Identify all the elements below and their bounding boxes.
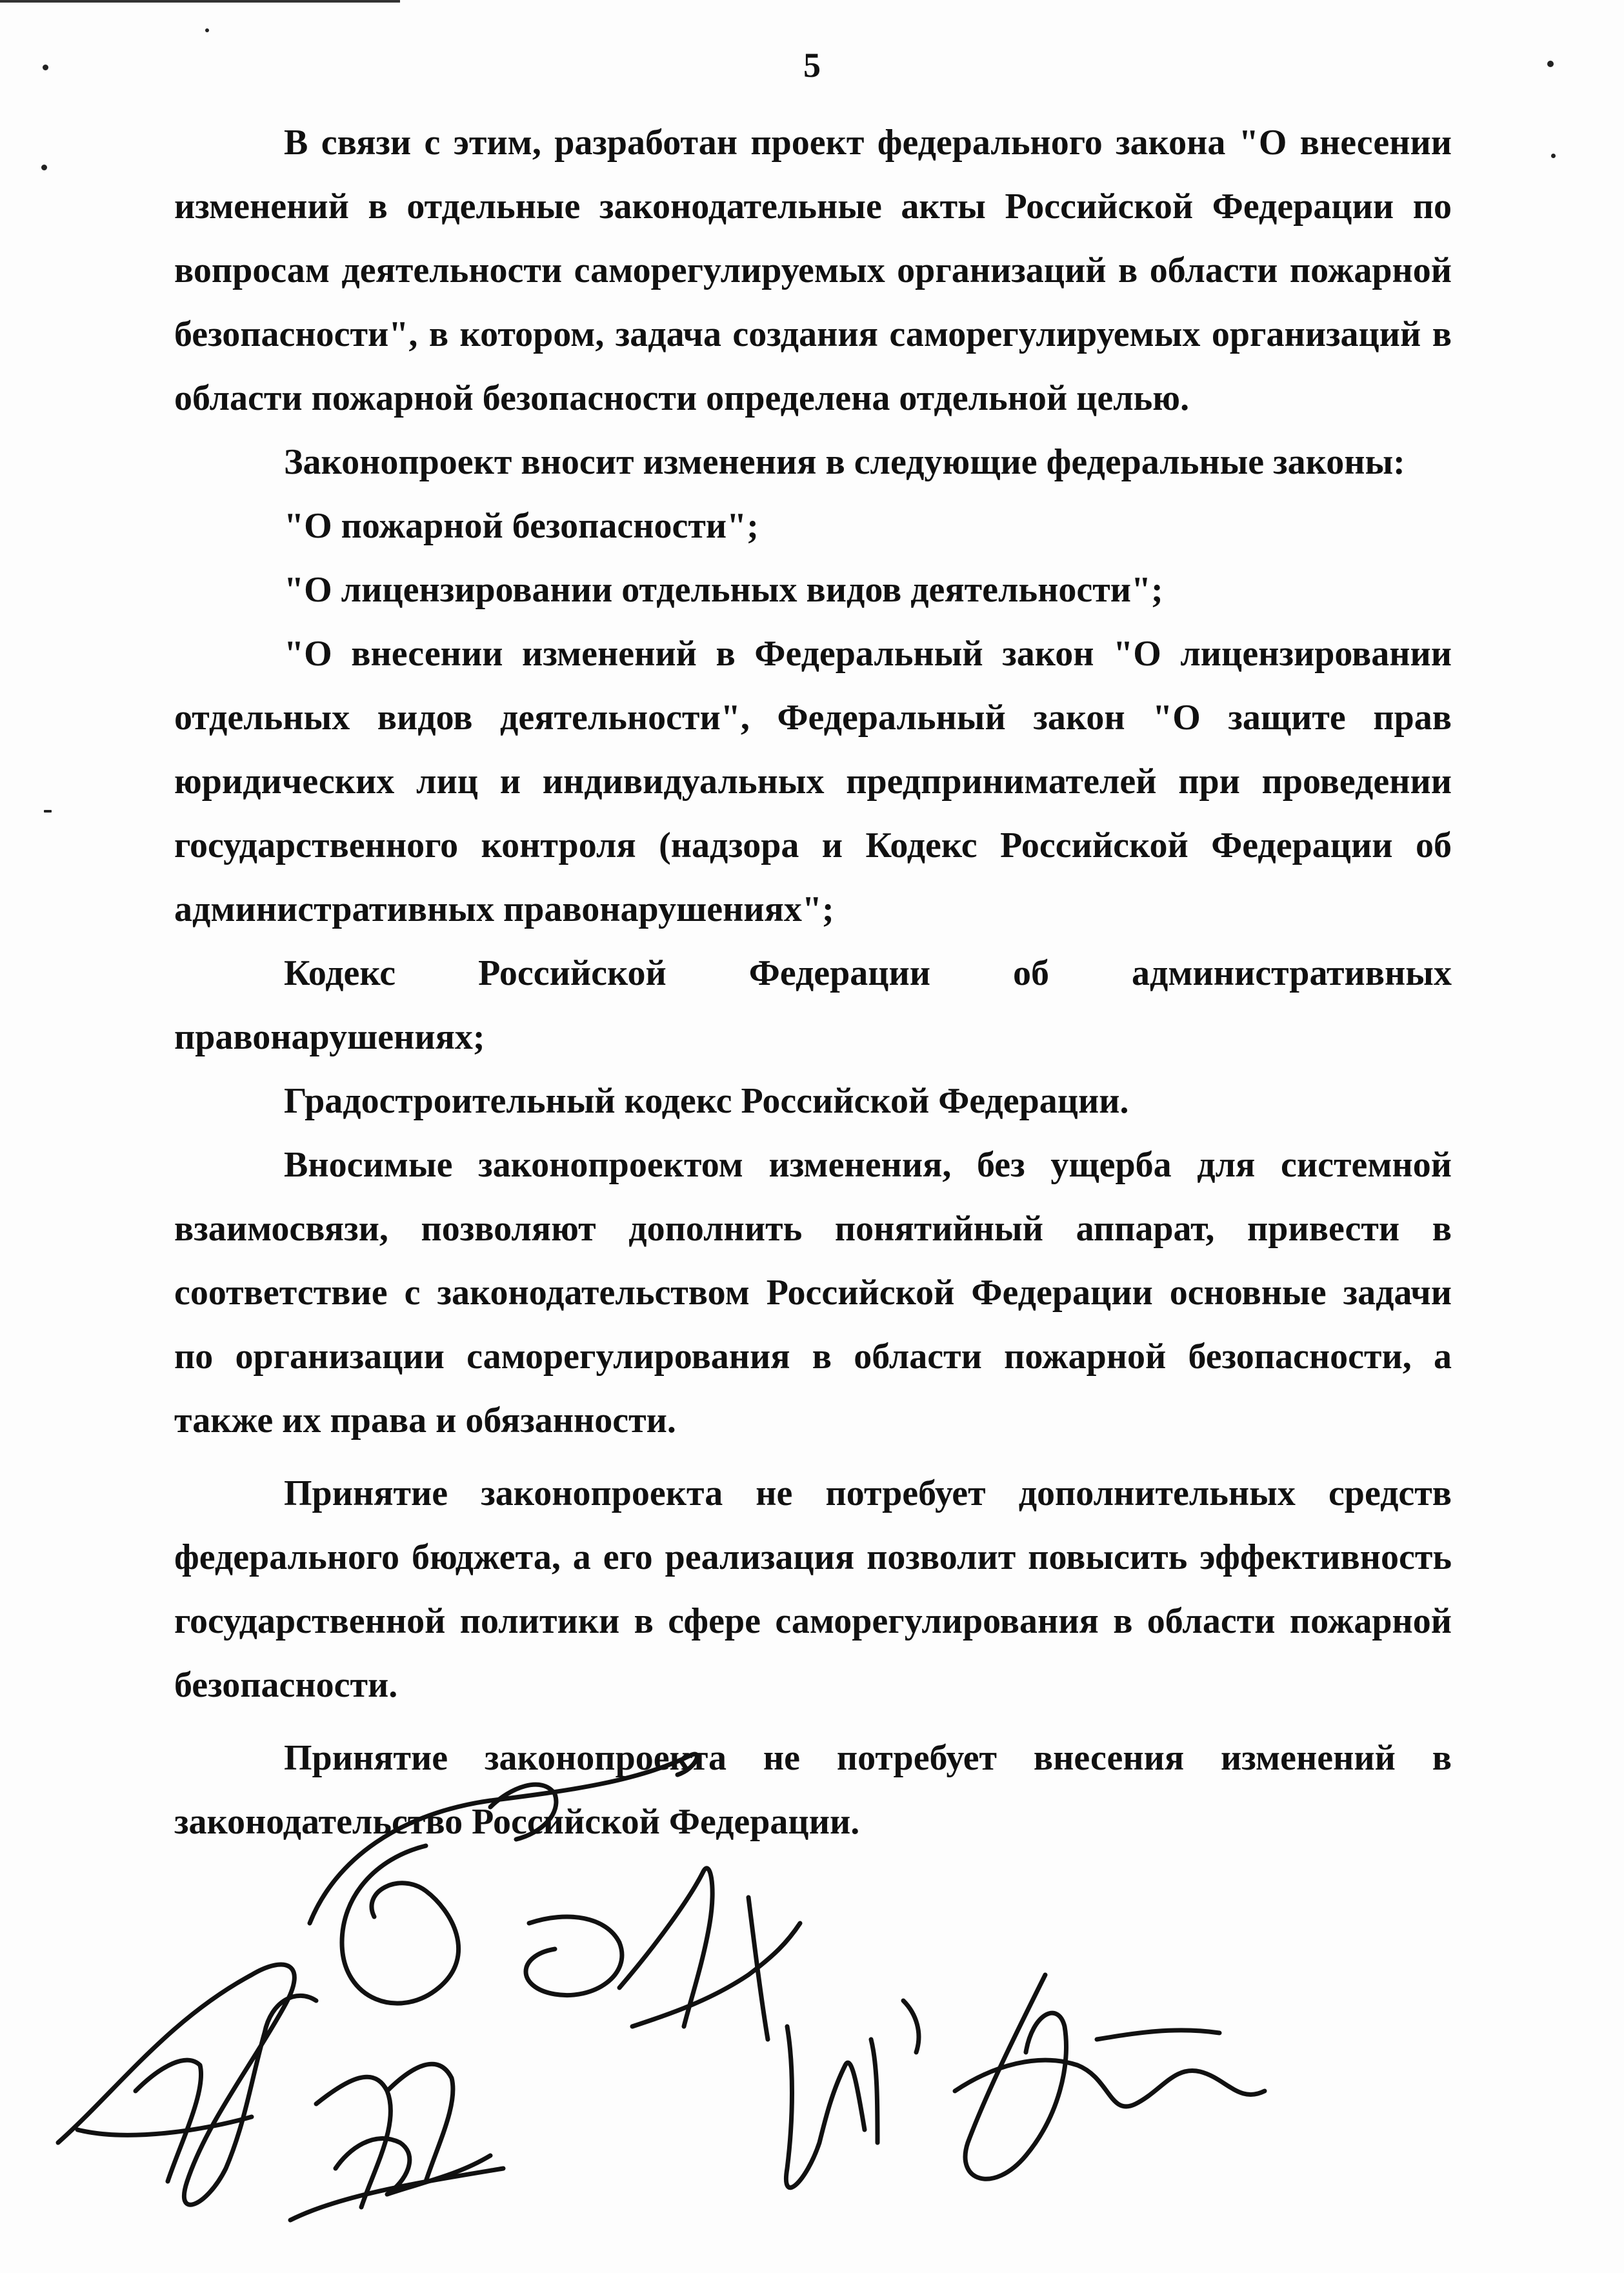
page-number: 5 [803, 46, 821, 85]
signatures-svg [39, 1730, 1297, 2259]
signature-1 [58, 1965, 316, 2205]
paragraph-changes: Вносимые законопроектом изменения, без ущерба для системной взаимосвязи, позволяют дополнить понятийный аппарат, привести в соответствие с законодательством Российской Федерации основные задачи по организации саморегулирования в области пожарной безопасности, а также их права и обязанности. [174, 1145, 1452, 1440]
scan-edge-line [0, 0, 400, 3]
paragraph-no-changes: Принятие законопроекта не потребует внесения изменений в законодательство Российской Федерации. [174, 1738, 1452, 1842]
list-item-law-licensing: "О лицензировании отдельных видов деятельности"; [284, 570, 1163, 610]
list-item-urban-code: Градостроительный кодекс Российской Федерации. [284, 1081, 1129, 1121]
signature-3 [490, 1784, 800, 2039]
paragraph-budget: Принятие законопроекта не потребует дополнительных средств федерального бюджета, а его реализация позволит повысить эффективность государственной политики в сфере саморегулирования в области пожарной безопасности. [174, 1473, 1452, 1705]
signature-5 [955, 1975, 1265, 2179]
scan-speck [205, 28, 209, 32]
scan-speck [44, 810, 52, 813]
signatures-area [39, 1730, 1297, 2259]
scan-speck [1551, 154, 1556, 158]
document-body [174, 111, 1452, 1854]
list-item-law-amendments: "О внесении изменений в Федеральный закон "О лицензировании отдельных видов деятельности", Федеральный закон "О защите прав юридических лиц и индивидуальных предпринимателей при проведении государственного контроля (надзора и Кодекс Российской Федерации об административных правонарушениях"; [174, 634, 1452, 929]
list-item-admin-code: Кодекс Российской Федерации об административных правонарушениях; [174, 953, 1452, 1057]
signature-2 [290, 1754, 697, 2220]
paragraph-amendments-lead: Законопроект вносит изменения в следующие федеральные законы: [284, 442, 1405, 482]
scan-speck [41, 165, 47, 170]
list-item-law-fire-safety: "О пожарной безопасности"; [284, 506, 759, 546]
paragraph-intro: В связи с этим, разработан проект федерального закона "О внесении изменений в отдельные законодательные акты Российской Федерации по вопросам деятельности саморегулируемых организаций в области пожарной безопасности", в котором, задача создания саморегулируемых организаций в области пожарной безопасности определена отдельной целью. [174, 123, 1452, 418]
signature-4 [786, 2001, 919, 2188]
